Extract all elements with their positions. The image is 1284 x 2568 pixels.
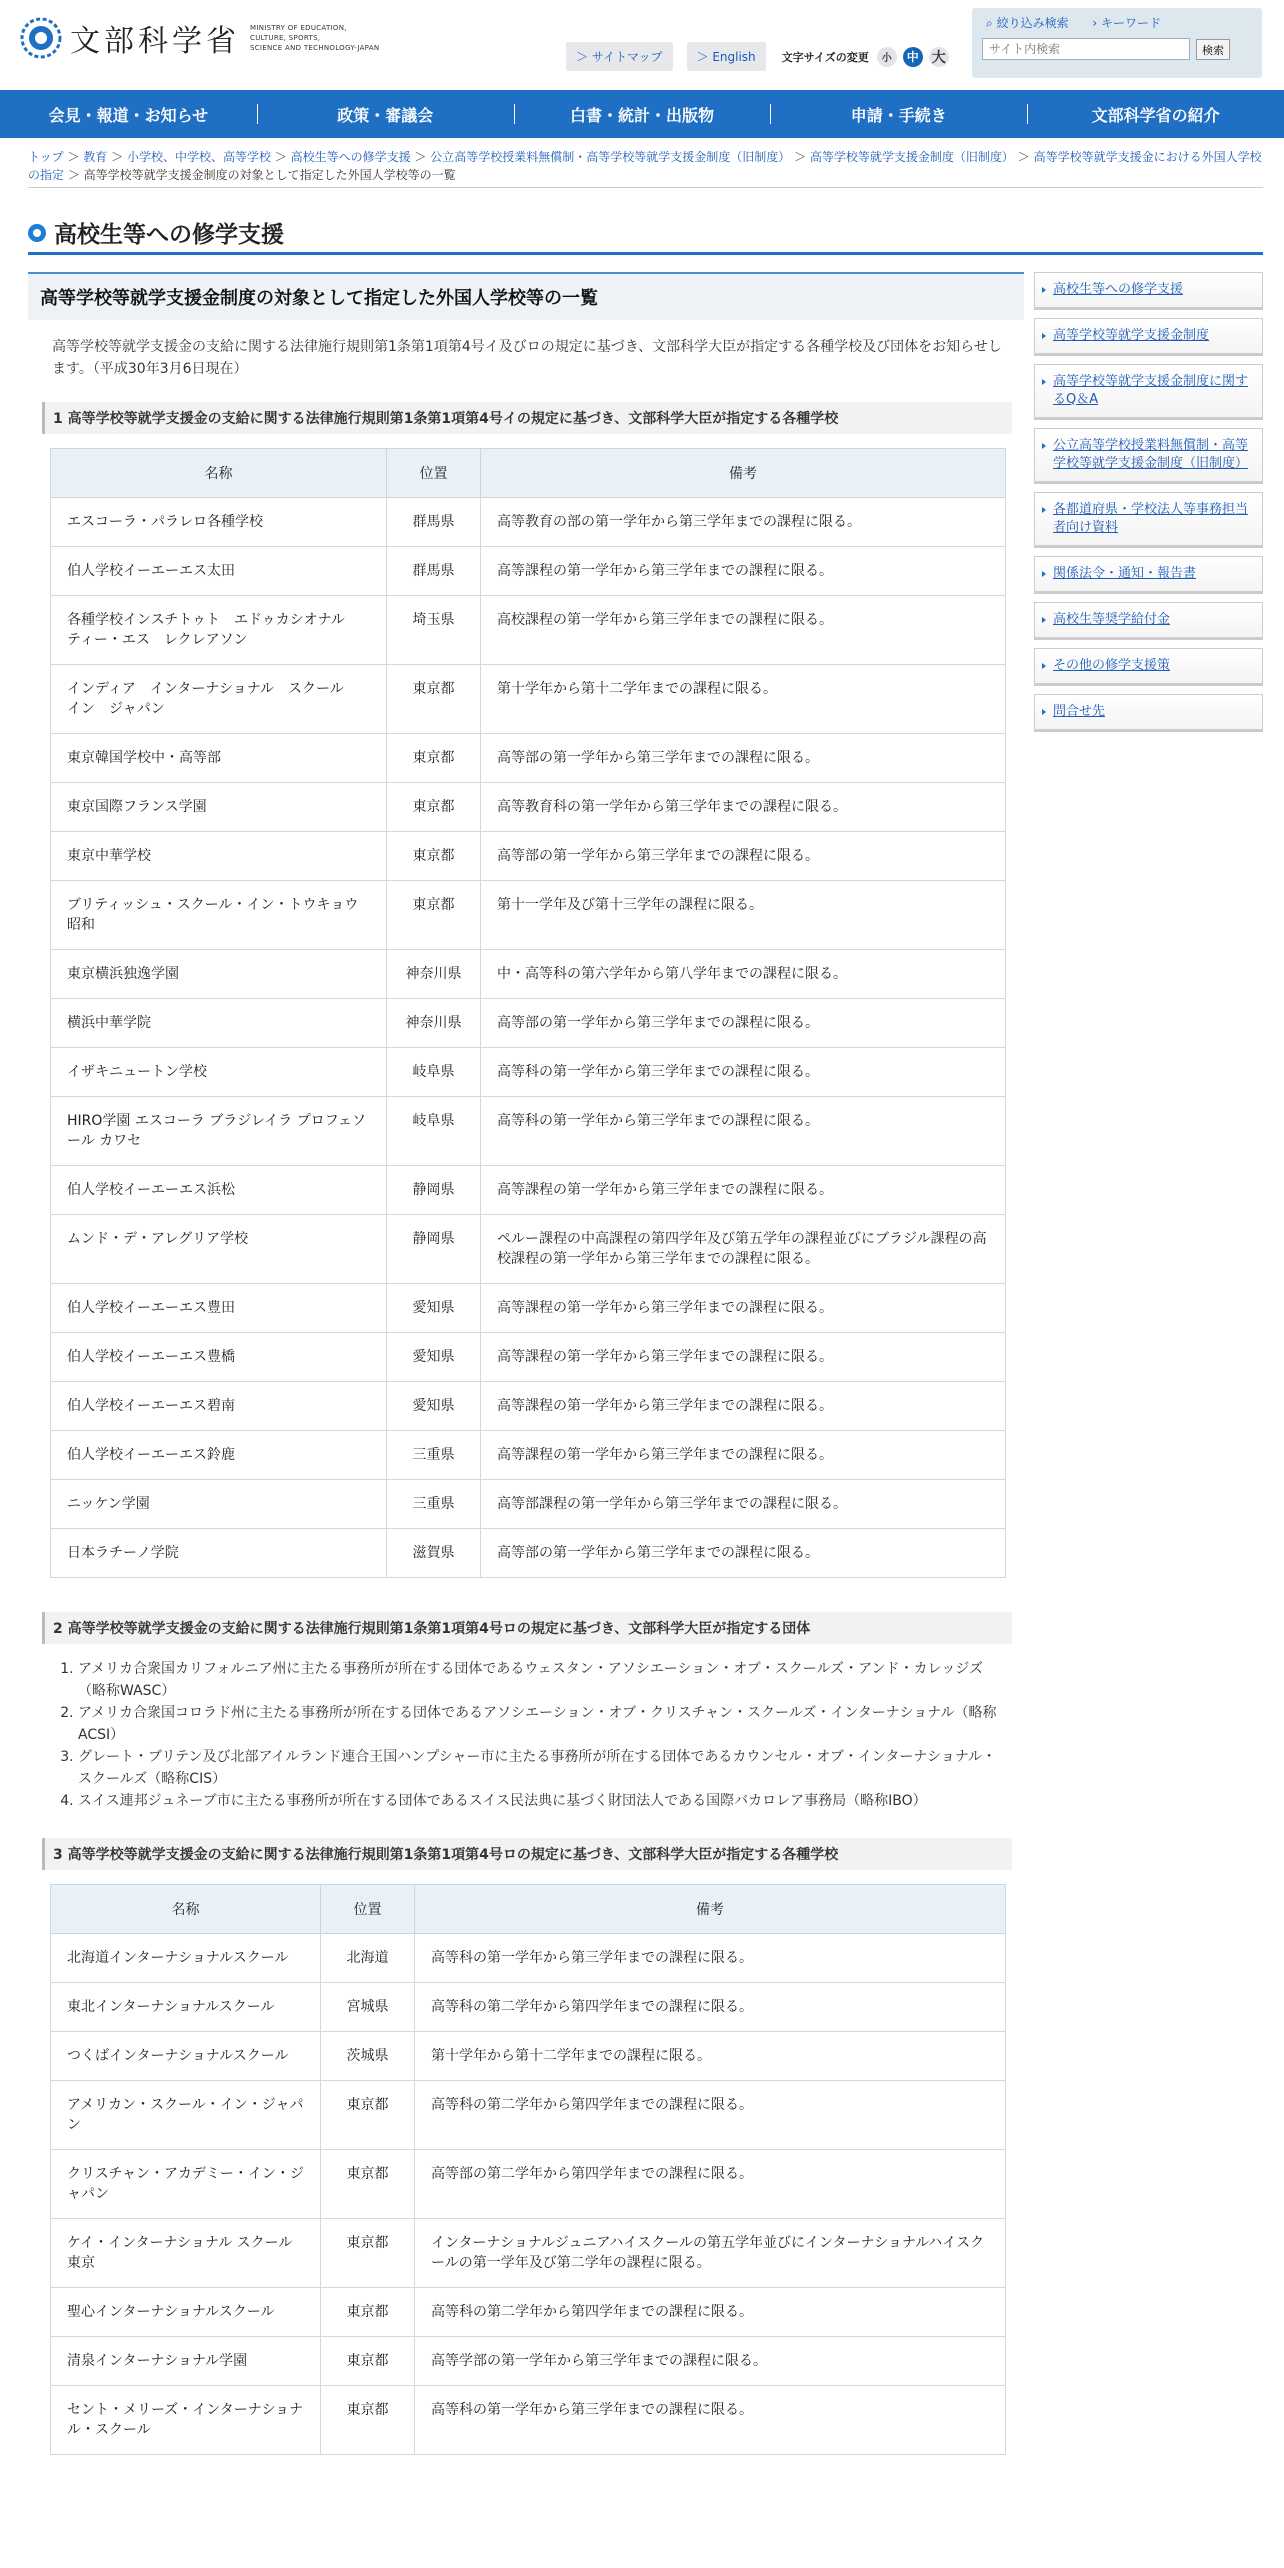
breadcrumb-link[interactable]: 公立高等学校授業料無償制・高等学校等就学支援金制度（旧制度） (430, 150, 791, 164)
main-content (28, 272, 1024, 2455)
school-name-cell: 伯人学校イーエーエス太田 (51, 547, 387, 596)
school-name-cell: 各種学校インスチトゥト エドゥカシオナル ティー・エス レクレアソン (51, 596, 387, 665)
school-name-cell: 横浜中華学院 (51, 999, 387, 1048)
location-cell: 東京都 (321, 2081, 415, 2150)
remarks-cell: 高等課程の第一学年から第三学年までの課程に限る。 (481, 1382, 1006, 1431)
remarks-cell: 高等部の第一学年から第三学年までの課程に限る。 (481, 832, 1006, 881)
remarks-cell: 第十学年から第十二学年までの課程に限る。 (415, 2032, 1006, 2081)
table-row (51, 2081, 1006, 2150)
school-name-cell: ムンド・デ・アレグリア学校 (51, 1215, 387, 1284)
location-cell: 静岡県 (387, 1166, 481, 1215)
school-name-cell: 東京中華学校 (51, 832, 387, 881)
location-cell: 神奈川県 (387, 999, 481, 1048)
location-cell: 愛知県 (387, 1382, 481, 1431)
location-cell: 滋賀県 (387, 1529, 481, 1578)
school-name-cell: 伯人学校イーエーエス鈴鹿 (51, 1431, 387, 1480)
breadcrumb-link[interactable]: 高等学校等就学支援金における外国人学校の指定 (28, 150, 1262, 182)
search-input[interactable] (982, 38, 1190, 60)
column-header: 備考 (481, 449, 1006, 498)
school-name-cell: 聖心インターナショナルスクール (51, 2288, 321, 2337)
school-name-cell: エスコーラ・パラレロ各種学校 (51, 498, 387, 547)
sidebar-item[interactable] (1034, 556, 1263, 594)
location-cell: 群馬県 (387, 547, 481, 596)
remarks-cell: 高等課程の第一学年から第三学年までの課程に限る。 (481, 1166, 1006, 1215)
column-header: 名称 (51, 449, 387, 498)
title-divider (28, 252, 1263, 255)
school-name-cell: クリスチャン・アカデミー・イン・ジャパン (51, 2150, 321, 2219)
table-row (51, 2337, 1006, 2386)
table-row (51, 1529, 1006, 1578)
table-row (51, 999, 1006, 1048)
breadcrumb-link[interactable]: 高校生等への修学支援 (290, 150, 411, 164)
table-row (51, 2386, 1006, 2455)
sidebar-item[interactable] (1034, 364, 1263, 420)
location-cell: 神奈川県 (387, 950, 481, 999)
content-heading: 高等学校等就学支援金制度の対象として指定した外国人学校等の一覧 (28, 272, 1024, 320)
breadcrumb-link[interactable]: 小学校、中学校、高等学校 (126, 150, 271, 164)
remarks-cell: 高等部の第二学年から第四学年までの課程に限る。 (415, 2150, 1006, 2219)
school-name-cell: 伯人学校イーエーエス浜松 (51, 1166, 387, 1215)
school-name-cell: 伯人学校イーエーエス豊橋 (51, 1333, 387, 1382)
school-name-cell: 東京横浜独逸学園 (51, 950, 387, 999)
remarks-cell: 高等科の第二学年から第四学年までの課程に限る。 (415, 2081, 1006, 2150)
refine-search-link[interactable] (986, 16, 1069, 30)
section-3-title: 3 高等学校等就学支援金の支給に関する法律施行規則第1条第1項第4号ロの規定に基づき、文部科学大臣が指定する各種学校 (42, 1838, 1012, 1870)
table-header-row (51, 1885, 1006, 1934)
sidebar-item-link[interactable]: 高等学校等就学支援金制度に関するQ＆A (1053, 374, 1249, 407)
table-row (51, 2219, 1006, 2288)
remarks-cell: 高等科の第二学年から第四学年までの課程に限る。 (415, 2288, 1006, 2337)
breadcrumb-link[interactable]: 教育 (83, 150, 108, 164)
remarks-cell: 高等部課程の第一学年から第三学年までの課程に限る。 (481, 1480, 1006, 1529)
location-cell: 愛知県 (387, 1333, 481, 1382)
table-body (51, 1934, 1006, 2455)
keyword-label: キーワード (1101, 16, 1162, 30)
search-button[interactable]: 検索 (1196, 39, 1230, 60)
breadcrumb-divider (28, 187, 1263, 188)
table-row (51, 596, 1006, 665)
remarks-cell: 高等課程の第一学年から第三学年までの課程に限る。 (481, 547, 1006, 596)
location-cell: 岐阜県 (387, 1048, 481, 1097)
sidebar-item-link[interactable]: 高校生等奨学給付金 (1053, 612, 1171, 627)
school-name-cell: 伯人学校イーエーエス碧南 (51, 1382, 387, 1431)
location-cell: 東京都 (321, 2288, 415, 2337)
nav-item-policy[interactable]: 政策・審議会 (257, 90, 514, 138)
school-name-cell: 清泉インターナショナル学園 (51, 2337, 321, 2386)
schools-table-3 (50, 1884, 1006, 2455)
page-title (28, 216, 284, 249)
remarks-cell: 高等部の第一学年から第三学年までの課程に限る。 (481, 999, 1006, 1048)
sidebar-item[interactable] (1034, 602, 1263, 640)
remarks-cell: ペルー課程の中高課程の第四学年及び第五学年の課程並びにブラジル課程の高校課程の第一学年から第三学年までの課程に限る。 (481, 1215, 1006, 1284)
sidebar-item-link[interactable]: 高等学校等就学支援金制度 (1053, 328, 1210, 343)
ministry-emblem-icon (20, 17, 62, 59)
logo-name: 文部科学省 (70, 24, 240, 59)
list-item: 2. アメリカ合衆国コロラド州に主たる事務所が所在する団体であるアソシエーション・オブ・クリスチャン・スクールズ・インターナショナル（略称ACSI） (78, 1702, 1008, 1746)
breadcrumb-current: 高等学校等就学支援金制度の対象として指定した外国人学校等の一覧 (83, 168, 456, 182)
sidebar-item[interactable] (1034, 428, 1263, 484)
site-search (972, 8, 1262, 78)
table-header-row (51, 449, 1006, 498)
sidebar-item-link[interactable]: その他の修学支援策 (1053, 658, 1171, 673)
location-cell: 東京都 (387, 832, 481, 881)
location-cell: 静岡県 (387, 1215, 481, 1284)
remarks-cell: 高等科の第一学年から第三学年までの課程に限る。 (415, 1934, 1006, 1983)
table-row (51, 1431, 1006, 1480)
table-row (51, 734, 1006, 783)
table-row (51, 547, 1006, 596)
school-name-cell: 伯人学校イーエーエス豊田 (51, 1284, 387, 1333)
table-row (51, 1097, 1006, 1166)
breadcrumb-link[interactable]: トップ (28, 150, 64, 164)
section-2-title: 2 高等学校等就学支援金の支給に関する法律施行規則第1条第1項第4号ロの規定に基づき、文部科学大臣が指定する団体 (42, 1612, 1012, 1644)
location-cell: 北海道 (321, 1934, 415, 1983)
english-link[interactable]: ＞ English (687, 42, 766, 71)
sitemap-link[interactable]: ＞ サイトマップ (566, 42, 673, 71)
school-name-cell: つくばインターナショナルスクール (51, 2032, 321, 2081)
location-cell: 東京都 (321, 2150, 415, 2219)
remarks-cell: 高校課程の第一学年から第三学年までの課程に限る。 (481, 596, 1006, 665)
table-row (51, 2032, 1006, 2081)
remarks-cell: 高等科の第一学年から第三学年までの課程に限る。 (481, 1097, 1006, 1166)
table-row (51, 1048, 1006, 1097)
logo-en-line: SCIENCE AND TECHNOLOGY-JAPAN (250, 44, 380, 52)
location-cell: 愛知県 (387, 1284, 481, 1333)
school-name-cell: イザキニュートン学校 (51, 1048, 387, 1097)
remarks-cell: 第十一学年及び第十三学年の課程に限る。 (481, 881, 1006, 950)
font-size-label: 文字サイズの変更 (781, 50, 869, 64)
breadcrumb-link[interactable]: 高等学校等就学支援金制度（旧制度） (809, 150, 1014, 164)
site-header (0, 0, 1284, 90)
list-item: 1. アメリカ合衆国カリフォルニア州に主たる事務所が所在する団体であるウェスタン・アソシエーション・オブ・スクールズ・アンド・カレッジズ（略称WASC） (78, 1658, 1008, 1702)
school-name-cell: 東北インターナショナルスクール (51, 1983, 321, 2032)
sidebar-nav (1034, 272, 1263, 740)
location-cell: 東京都 (387, 881, 481, 950)
table-row (51, 1284, 1006, 1333)
sidebar-item[interactable] (1034, 648, 1263, 686)
location-cell: 東京都 (387, 665, 481, 734)
remarks-cell: 高等教育の部の第一学年から第三学年までの課程に限る。 (481, 498, 1006, 547)
column-header: 位置 (321, 1885, 415, 1934)
location-cell: 東京都 (387, 783, 481, 832)
remarks-cell: 高等課程の第一学年から第三学年までの課程に限る。 (481, 1284, 1006, 1333)
remarks-cell: インターナショナルジュニアハイスクールの第五学年並びにインターナショナルハイスクールの第一学年及び第二学年の課程に限る。 (415, 2219, 1006, 2288)
logo-en-line: CULTURE, SPORTS, (250, 34, 321, 42)
school-name-cell: ニッケン学園 (51, 1480, 387, 1529)
nav-item-about[interactable]: 文部科学省の紹介 (1027, 90, 1284, 138)
utility-links (566, 42, 955, 71)
table-row (51, 498, 1006, 547)
site-logo[interactable] (20, 16, 379, 60)
remarks-cell: 第十学年から第十二学年までの課程に限る。 (481, 665, 1006, 734)
school-name-cell: ケイ・インターナショナル スクール東京 (51, 2219, 321, 2288)
nav-item-applications[interactable]: 申請・手続き (770, 90, 1027, 138)
location-cell: 群馬県 (387, 498, 481, 547)
refine-search-label: 絞り込み検索 (996, 16, 1069, 30)
table-body (51, 498, 1006, 1578)
location-cell: 東京都 (387, 734, 481, 783)
school-name-cell: 日本ラチーノ学院 (51, 1529, 387, 1578)
font-size-small-button[interactable]: 小 (877, 47, 897, 67)
school-name-cell: HIRO学園 エスコーラ ブラジレイラ プロフェソール カワセ (51, 1097, 387, 1166)
school-name-cell: アメリカン・スクール・イン・ジャパン (51, 2081, 321, 2150)
table-row (51, 1333, 1006, 1382)
remarks-cell: 中・高等科の第六学年から第八学年までの課程に限る。 (481, 950, 1006, 999)
sidebar-item[interactable] (1034, 694, 1263, 732)
column-header: 備考 (415, 1885, 1006, 1934)
remarks-cell: 高等部の第一学年から第三学年までの課程に限る。 (481, 734, 1006, 783)
refine-search-icon: ⌕ (986, 16, 993, 30)
schools-table-1 (50, 448, 1006, 1578)
organization-list (50, 1658, 1008, 1812)
table-row (51, 665, 1006, 734)
remarks-cell: 高等課程の第一学年から第三学年までの課程に限る。 (481, 1333, 1006, 1382)
remarks-cell: 高等科の第一学年から第三学年までの課程に限る。 (481, 1048, 1006, 1097)
sidebar-item-link[interactable]: 高校生等への修学支援 (1053, 282, 1184, 297)
location-cell: 東京都 (321, 2337, 415, 2386)
column-header: 名称 (51, 1885, 321, 1934)
remarks-cell: 高等教育科の第一学年から第三学年までの課程に限る。 (481, 783, 1006, 832)
table-row (51, 881, 1006, 950)
title-bullet-icon (28, 224, 46, 242)
table-row (51, 1215, 1006, 1284)
table-row (51, 2150, 1006, 2219)
list-item: 3. グレート・ブリテン及び北部アイルランド連合王国ハンプシャー市に主たる事務所が所在する団体であるカウンセル・オブ・インターナショナル・スクールズ（略称CIS） (78, 1746, 1008, 1790)
page-title-text: 高校生等への修学支援 (54, 222, 284, 248)
remarks-cell: 高等部の第一学年から第三学年までの課程に限る。 (481, 1529, 1006, 1578)
school-name-cell: ブリティッシュ・スクール・イン・トウキョウ昭和 (51, 881, 387, 950)
remarks-cell: 高等学部の第一学年から第三学年までの課程に限る。 (415, 2337, 1006, 2386)
sidebar-item[interactable] (1034, 318, 1263, 356)
column-header: 位置 (387, 449, 481, 498)
remarks-cell: 高等科の第二学年から第四学年までの課程に限る。 (415, 1983, 1006, 2032)
remarks-cell: 高等科の第一学年から第三学年までの課程に限る。 (415, 2386, 1006, 2455)
location-cell: 宮城県 (321, 1983, 415, 2032)
breadcrumb: トップ ＞ 教育 ＞ 小学校、中学校、高等学校 ＞ 高校生等への修学支援 ＞ 公立高等学校授業料無償制・高等学校等就学支援金制度（旧制度） ＞ 高等学校等就学支援金制度（旧制度） ＞ 高等学校等就学支援金における外国人学校の指定 ＞ 高等学校等就学支援金制度の対象として指定した外国人学校等の一覧 (28, 150, 1262, 182)
school-name-cell: 東京国際フランス学園 (51, 783, 387, 832)
table-row (51, 1480, 1006, 1529)
keyword-link[interactable] (1092, 16, 1161, 30)
logo-en-line: MINISTRY OF EDUCATION, (250, 24, 347, 32)
remarks-cell: 高等課程の第一学年から第三学年までの課程に限る。 (481, 1431, 1006, 1480)
school-name-cell: 東京韓国学校中・高等部 (51, 734, 387, 783)
table-row (51, 1382, 1006, 1431)
nav-item-publications[interactable]: 白書・統計・出版物 (514, 90, 771, 138)
search-options (986, 14, 1181, 31)
sidebar-item[interactable] (1034, 492, 1263, 548)
list-item: 4. スイス連邦ジュネーブ市に主たる事務所が所在する団体であるスイス民法典に基づく財団法人である国際バカロレア事務局（略称IBO） (78, 1790, 1008, 1812)
arrow-icon: › (1092, 16, 1098, 30)
sidebar-item-link[interactable]: 公立高等学校授業料無償制・高等学校等就学支援金制度（旧制度） (1053, 438, 1249, 471)
font-size-large-button[interactable]: 大 (929, 47, 949, 67)
table-row (51, 1934, 1006, 1983)
lead-text: 高等学校等就学支援金の支給に関する法律施行規則第1条第1項第4号イ及びロの規定に基づき、文部科学大臣が指定する各種学校及び団体をお知らせします。（平成30年3月6日現在） (52, 339, 1002, 377)
table-row (51, 832, 1006, 881)
sidebar-item-link[interactable]: 各都道府県・学校法人等事務担当者向け資料 (1053, 502, 1249, 535)
logo-english (250, 23, 379, 53)
sidebar-item[interactable] (1034, 272, 1263, 310)
location-cell: 岐阜県 (387, 1097, 481, 1166)
school-name-cell: 北海道インターナショナルスクール (51, 1934, 321, 1983)
section-1-title: 1 高等学校等就学支援金の支給に関する法律施行規則第1条第1項第4号イの規定に基づき、文部科学大臣が指定する各種学校 (42, 402, 1012, 434)
table-row (51, 1166, 1006, 1215)
global-nav (0, 90, 1284, 138)
nav-item-press[interactable]: 会見・報道・お知らせ (48, 105, 209, 125)
location-cell: 茨城県 (321, 2032, 415, 2081)
location-cell: 埼玉県 (387, 596, 481, 665)
school-name-cell: インディア インターナショナル スクール イン ジャパン (51, 665, 387, 734)
table-row (51, 2288, 1006, 2337)
font-size-medium-button[interactable]: 中 (903, 47, 923, 67)
location-cell: 東京都 (321, 2386, 415, 2455)
table-row (51, 783, 1006, 832)
location-cell: 三重県 (387, 1431, 481, 1480)
location-cell: 東京都 (321, 2219, 415, 2288)
school-name-cell: セント・メリーズ・インターナショナル・スクール (51, 2386, 321, 2455)
table-row (51, 950, 1006, 999)
location-cell: 三重県 (387, 1480, 481, 1529)
table-row (51, 1983, 1006, 2032)
sidebar-item-link[interactable]: 問合せ先 (1053, 704, 1106, 719)
sidebar-item-link[interactable]: 関係法令・通知・報告書 (1053, 566, 1197, 581)
